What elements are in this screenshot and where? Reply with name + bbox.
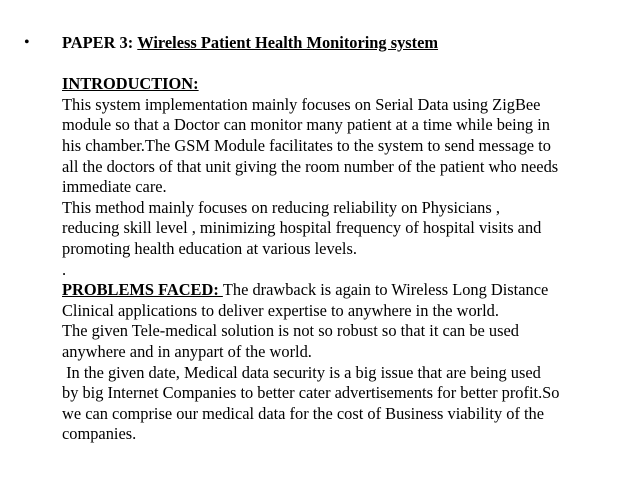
intro-line: reducing skill level , minimizing hospital frequency of hospital visits and: [62, 218, 542, 238]
paper-heading-line: [62, 33, 632, 54]
intro-line: This method mainly focuses on reducing reliability on Physicians ,: [62, 197, 500, 217]
problems-line: The given Tele-medical solution is not so robust so that it can be used: [62, 321, 519, 341]
problems-line: companies.: [62, 424, 137, 444]
introduction-heading: INTRODUCTION:: [62, 74, 199, 94]
intro-line: module so that a Doctor can monitor many patient at a time while being in: [62, 115, 550, 135]
intro-line: This system implementation mainly focuses on Serial Data using ZigBee: [62, 94, 541, 114]
intro-line: immediate care.: [62, 177, 167, 197]
problems-line: Clinical applications to deliver expertise to anywhere in the world.: [62, 300, 499, 320]
separator-dot: .: [62, 259, 67, 279]
intro-line: promoting health education at various levels.: [62, 238, 357, 258]
problems-heading: PROBLEMS FACED:: [62, 280, 223, 300]
intro-line: his chamber.The GSM Module facilitates to the system to send message to: [62, 135, 551, 155]
problems-line: by big Internet Companies to better cater advertisements for better profit.So: [62, 383, 560, 403]
paper-label: PAPER 3:: [62, 33, 134, 52]
slide-content: [62, 33, 632, 445]
bullet-point: •: [24, 34, 30, 51]
problems-line: In the given date, Medical data security is a big issue that are being used: [62, 362, 541, 382]
problems-line: anywhere and in anypart of the world.: [62, 341, 312, 361]
intro-line: all the doctors of that unit giving the room number of the patient who needs: [62, 156, 559, 176]
problems-heading-line: [62, 280, 632, 301]
problems-line: we can comprise our medical data for the cost of Business viability of the: [62, 403, 545, 423]
problems-first-line: The drawback is again to Wireless Long Distance: [222, 280, 549, 300]
paper-title: Wireless Patient Health Monitoring system: [137, 33, 439, 52]
spacer: [62, 54, 632, 75]
